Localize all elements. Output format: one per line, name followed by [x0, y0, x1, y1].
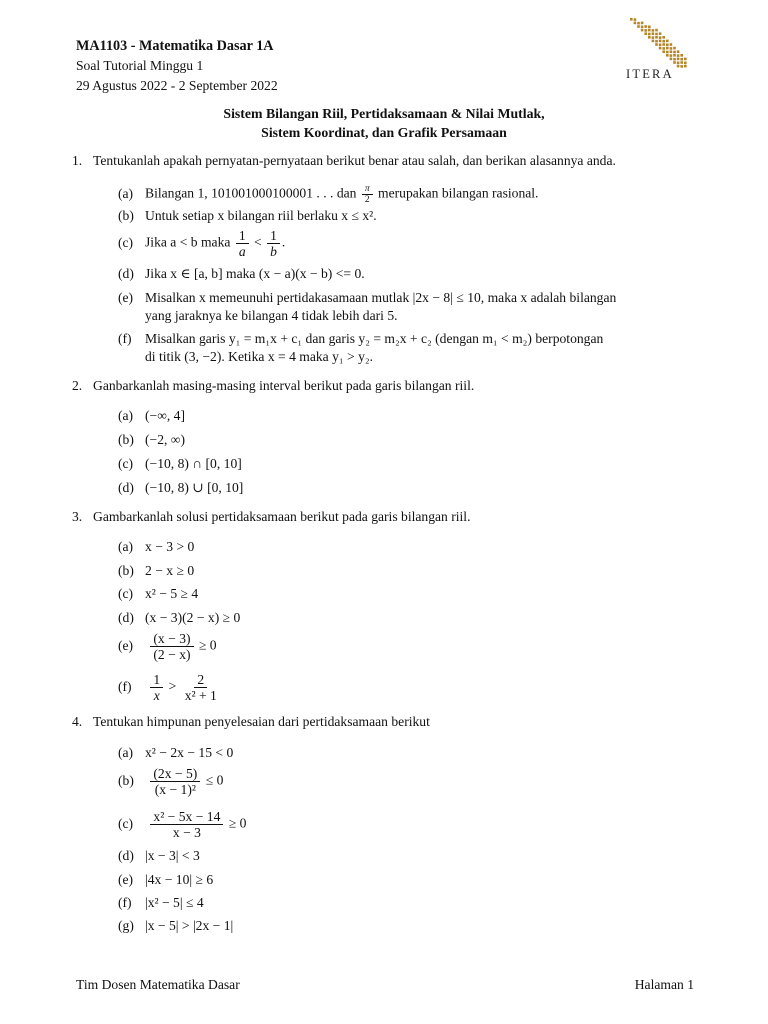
logo-dot — [666, 51, 669, 54]
q4-item-c: (c) $\frac{\text{x² − 5x − 14}}{x - 3}$ ≥ 0 — [118, 809, 247, 840]
question-2: 2. Ganbarkanlah masing-masing interval berikut pada garis bilangan riil. — [72, 378, 475, 393]
logo-dot — [680, 61, 683, 64]
logo-dot — [673, 61, 676, 64]
logo-dot — [652, 36, 655, 39]
q3-item-f: (f) $\frac{1}{x}$ > $\frac{2}{\text{x² + 1}}$ — [118, 672, 222, 703]
logo-dot — [659, 40, 662, 43]
logo-dot — [662, 50, 665, 53]
logo-dot — [648, 33, 651, 36]
q2-item-d: (d) (−10, 8) ∪ [0, 10] — [118, 480, 244, 495]
logo-dot — [655, 43, 658, 46]
logo-dot — [677, 54, 680, 57]
logo-dot — [680, 65, 683, 68]
q1-item-d: (d) Jika x ∈ [a, b] maka (x − a)(x − b) <= 0. — [118, 266, 365, 281]
question-3: 3. Gambarkanlah solusi pertidaksamaan berikut pada garis bilangan riil. — [72, 509, 471, 524]
logo-dot — [659, 32, 662, 35]
logo-dot — [670, 47, 673, 50]
logo-dot — [666, 54, 669, 57]
logo-dot — [652, 29, 655, 32]
logo-dot — [644, 32, 647, 35]
logo-dot — [662, 36, 665, 39]
logo-dot — [666, 44, 669, 47]
logo-dot — [637, 22, 640, 25]
footer-left: Tim Dosen Matematika Dasar — [76, 977, 240, 992]
q2-item-b: (b) (−2, ∞) — [118, 432, 186, 447]
logo-dot — [662, 40, 665, 43]
logo-dot — [684, 62, 687, 65]
logo-dot — [648, 29, 651, 32]
logo-dot — [652, 40, 655, 43]
question-1 — [72, 153, 616, 169]
logo-dot — [670, 43, 673, 46]
logo-dot — [673, 47, 676, 50]
question-text: Tentukanlah apakah pernyatan-pernyataan berikut benar atau salah, dan berikan alasannya anda. — [93, 153, 616, 168]
q1-item-e: (e) Misalkan x memeunuhi pertidakasamaan mutlak |2x − 8| ≤ 10, maka x adalah bilangan yang jaraknya ke bilangan 4 tidak lebih dari 5. — [118, 290, 617, 323]
q4-item-g: (g) |x − 5| > |2x − 1| — [118, 918, 234, 933]
q3-item-d: (d) (x − 3)(2 − x) ≥ 0 — [118, 610, 241, 625]
fraction-q3f-right: $\frac{2}{\text{x² + 1}}$ — [184, 672, 217, 703]
fraction-1-over-a: $\frac{1}{a}$ — [236, 228, 249, 259]
logo-dot — [684, 58, 687, 61]
logo-dot — [648, 26, 651, 29]
logo-dot — [655, 29, 658, 32]
logo-dot — [662, 43, 665, 46]
logo-dot — [655, 40, 658, 43]
fraction-q3f-left: $\frac{1}{x}$ — [150, 672, 163, 703]
q2-item-c: (c) (−10, 8) ∩ [0, 10] — [118, 456, 242, 471]
q1-item-c: (c) Jika a < b maka $\frac{1}{a}$ < $\frac{1}{b}$ . — [118, 228, 286, 259]
logo-dot — [659, 36, 662, 39]
logo-dot — [673, 54, 676, 57]
logo-dot — [677, 50, 680, 53]
q4-item-f: (f) |x² − 5| ≤ 4 — [118, 895, 204, 910]
logo-dot — [659, 47, 662, 50]
logo-dot — [673, 51, 676, 54]
q3-item-b: (b) 2 − x ≥ 0 — [118, 563, 195, 578]
document-title — [0, 104, 768, 142]
q1-item-a: (a) Bilangan 1, 101001000100001 . . . dan $\frac{\pi}{2}$ merupakan bilangan rasional. — [118, 184, 539, 205]
logo-dot — [644, 25, 647, 28]
logo-dot — [670, 58, 673, 61]
logo-dot — [641, 26, 644, 29]
logo-dot — [677, 62, 680, 65]
fraction-q4c: $\frac{\text{x² − 5x − 14}}{x - 3}$ — [150, 809, 223, 840]
logo-dot — [659, 44, 662, 47]
logo-dot — [666, 47, 669, 50]
title-line-1: Sistem Bilangan Riil, Pertidaksamaan & Nilai Mutlak, — [223, 106, 545, 121]
logo-text: ITERA — [626, 67, 674, 81]
logo-dot — [666, 40, 669, 43]
q3-item-c: (c) x² − 5 ≥ 4 — [118, 586, 199, 601]
fraction-q4b: $\frac{(2x - 5)}{\text{(x − 1)²}}$ — [150, 766, 200, 797]
fraction-q3e: $\frac{(x - 3)}{(2 - x)}$ — [150, 631, 193, 662]
q4-item-a: (a) x² − 2x − 15 < 0 — [118, 745, 234, 760]
q3-item-e: (e) $\frac{(x - 3)}{(2 - x)}$ ≥ 0 — [118, 631, 217, 662]
logo-dot — [652, 32, 655, 35]
q3-item-a: (a) x − 3 > 0 — [118, 539, 195, 554]
date-range: 29 Agustus 2022 - 2 September 2022 — [76, 78, 278, 93]
q2-item-a: (a) (−∞, 4] — [118, 408, 186, 423]
logo-dot — [641, 22, 644, 25]
logo-dot — [655, 36, 658, 39]
question-4: 4. Tentukan himpunan penyelesaian dari pertidaksamaan berikut — [72, 714, 430, 729]
logo-dot — [637, 25, 640, 28]
logo-dot — [677, 65, 680, 68]
logo-dot — [670, 50, 673, 53]
logo-dot — [680, 54, 683, 57]
q1-item-b: (b) Untuk setiap x bilangan riil berlaku x ≤ x². — [118, 208, 377, 223]
logo-dot — [655, 33, 658, 36]
logo-dot — [684, 65, 687, 68]
page-number: Halaman 1 — [634, 977, 694, 992]
question-number: 1. — [72, 153, 83, 168]
document-header — [76, 36, 278, 96]
logo-dot — [662, 47, 665, 50]
fraction-1-over-b: $\frac{1}{b}$ — [267, 228, 280, 259]
logo-dot — [634, 22, 637, 25]
q1-item-f: (f) Misalkan garis y₁ = m₁x + c₁ dan garis y₂ = m₂x + c₂ (dengan m₁ < m₂) berpotongan di titik (3, −2). Ketika x = 4 maka y₁ > y₂. — [118, 331, 604, 364]
q4-item-d: (d) |x − 3| < 3 — [118, 848, 200, 863]
logo-dot — [644, 29, 647, 32]
logo-dot — [673, 58, 676, 61]
logo-dot — [648, 36, 651, 39]
tutorial-subtitle: Soal Tutorial Minggu 1 — [76, 58, 204, 73]
logo-dot — [641, 29, 644, 32]
logo-dot — [670, 54, 673, 57]
course-title: MA1103 - Matematika Dasar 1A — [76, 38, 274, 54]
logo-dot — [677, 58, 680, 61]
pi-over-2: $\frac{\pi}{2}$ — [362, 184, 373, 205]
logo-dot — [680, 58, 683, 61]
q4-item-b: (b) $\frac{(2x - 5)}{\text{(x − 1)²}}$ ≤ 0 — [118, 766, 224, 797]
logo-dot — [630, 18, 633, 21]
q4-item-e: (e) |4x − 10| ≥ 6 — [118, 872, 214, 887]
title-line-2: Sistem Koordinat, dan Grafik Persamaan — [261, 125, 507, 140]
logo-dot — [634, 18, 637, 21]
